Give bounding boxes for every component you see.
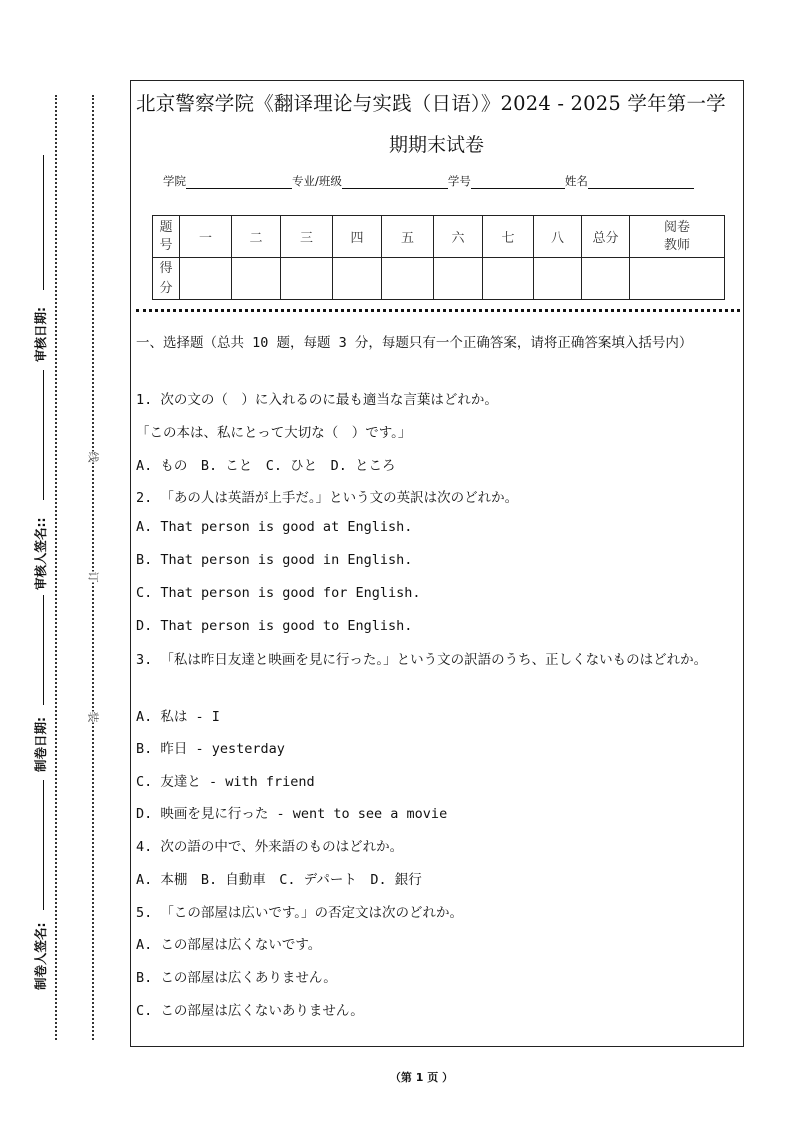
- question-option: A. 私は - I: [136, 709, 220, 725]
- label-text: 教师: [663, 237, 690, 253]
- question-option: B. 昨日 - yesterday: [136, 741, 285, 757]
- score-table: [152, 215, 725, 300]
- question-line: 4. 次の語の中で、外来語のものはどれか。: [136, 839, 404, 855]
- column-header-total: 总分: [582, 216, 630, 258]
- reviewer-signature-label: 审核人签名::: [33, 517, 48, 590]
- score-cell[interactable]: [483, 258, 534, 300]
- student-info-fields: [163, 173, 694, 189]
- score-cell[interactable]: [534, 258, 582, 300]
- score-cell[interactable]: [382, 258, 434, 300]
- question-option: A. That person is good at English.: [136, 519, 413, 535]
- column-header: 四: [333, 216, 382, 258]
- binding-mark-bind: 装: [84, 712, 104, 723]
- column-header: 一: [180, 216, 232, 258]
- field-major-class-blank[interactable]: [342, 176, 448, 189]
- score-table-score-row: [153, 258, 725, 300]
- question-option: C. この部屋は広くないありません。: [136, 1003, 364, 1019]
- column-header: 七: [483, 216, 534, 258]
- field-label-major-class: 专业/班级: [292, 174, 342, 188]
- label-text: 阅卷: [663, 219, 690, 235]
- question-line: 3. 「私は昨日友達と映画を見に行った。」という文の訳語のうち、正しくないものはどれか。: [136, 652, 708, 668]
- question-option: B. この部屋は広くありません。: [136, 970, 337, 986]
- column-header: 三: [281, 216, 333, 258]
- binding-mark-staple: 订: [84, 572, 104, 583]
- score-cell-total[interactable]: [582, 258, 630, 300]
- column-header: 六: [434, 216, 483, 258]
- score-cell[interactable]: [232, 258, 281, 300]
- column-header: 八: [534, 216, 582, 258]
- compile-date-line: [43, 595, 44, 705]
- question-line: 2. 「あの人は英語が上手だ。」という文の英訳は次のどれか。: [136, 490, 519, 506]
- question-option: C. That person is good for English.: [136, 585, 421, 601]
- compiler-signature-line: [43, 780, 44, 910]
- column-header: 二: [232, 216, 281, 258]
- exam-subtitle: 期期末试卷: [388, 134, 484, 156]
- column-header-grader: [630, 216, 725, 258]
- question-line: 1. 次の文の（ ）に入れるのに最も適当な言葉はどれか。: [136, 392, 498, 408]
- field-college-blank[interactable]: [186, 176, 292, 189]
- label-char: 分: [159, 280, 173, 296]
- score-cell[interactable]: [281, 258, 333, 300]
- page-number: （第 1 页 ）: [389, 1071, 454, 1084]
- review-date-line: [43, 155, 44, 290]
- question-option: D. 映画を見に行った - went to see a movie: [136, 806, 448, 822]
- question-option: A. この部屋は広くないです。: [136, 937, 322, 953]
- question-option: C. 友達と - with friend: [136, 774, 315, 790]
- compiler-signature-label: 制卷人签名:: [33, 922, 48, 990]
- row-label-score: [153, 258, 180, 300]
- score-cell[interactable]: [180, 258, 232, 300]
- dotted-separator: [136, 309, 740, 312]
- question-option: D. That person is good to English.: [136, 618, 413, 634]
- field-label-name: 姓名: [564, 174, 588, 188]
- question-line: 5. 「この部屋は広いです。」の否定文は次のどれか。: [136, 905, 464, 921]
- row-label-question-no: [153, 216, 180, 258]
- question-option: A. 本棚 B. 自動車 C. デパート D. 銀行: [136, 872, 422, 888]
- label-char: 号: [159, 237, 173, 253]
- review-date-label: 审核日期:: [33, 307, 48, 362]
- score-cell-grader[interactable]: [630, 258, 725, 300]
- label-char: 得: [159, 260, 173, 276]
- field-label-student-id: 学号: [447, 174, 471, 188]
- field-name-blank[interactable]: [588, 176, 694, 189]
- binding-mark-line: 线: [84, 452, 104, 463]
- question-option: B. That person is good in English.: [136, 552, 413, 568]
- question-line: 「この本は、私にとって大切な（ ）です。」: [136, 425, 412, 441]
- field-student-id-blank[interactable]: [471, 176, 565, 189]
- binding-dotted-line-outer: [55, 95, 57, 1040]
- label-char: 题: [159, 219, 173, 235]
- column-header: 五: [382, 216, 434, 258]
- field-label-college: 学院: [163, 174, 186, 188]
- score-table-header-row: [153, 216, 725, 258]
- score-cell[interactable]: [333, 258, 382, 300]
- exam-title: 北京警察学院《翻译理论与实践（日语）》2024 - 2025 学年第一学: [136, 92, 726, 115]
- compile-date-label: 制卷日期:: [33, 717, 48, 772]
- binding-dotted-line-inner: [92, 95, 94, 1040]
- section-heading: 一、选择题（总共 10 题，每题 3 分，每题只有一个正确答案，请将正确答案填入括号内）: [136, 335, 693, 351]
- question-option: A. もの B. こと C. ひと D. ところ: [136, 458, 396, 474]
- score-cell[interactable]: [434, 258, 483, 300]
- reviewer-signature-line: [43, 370, 44, 500]
